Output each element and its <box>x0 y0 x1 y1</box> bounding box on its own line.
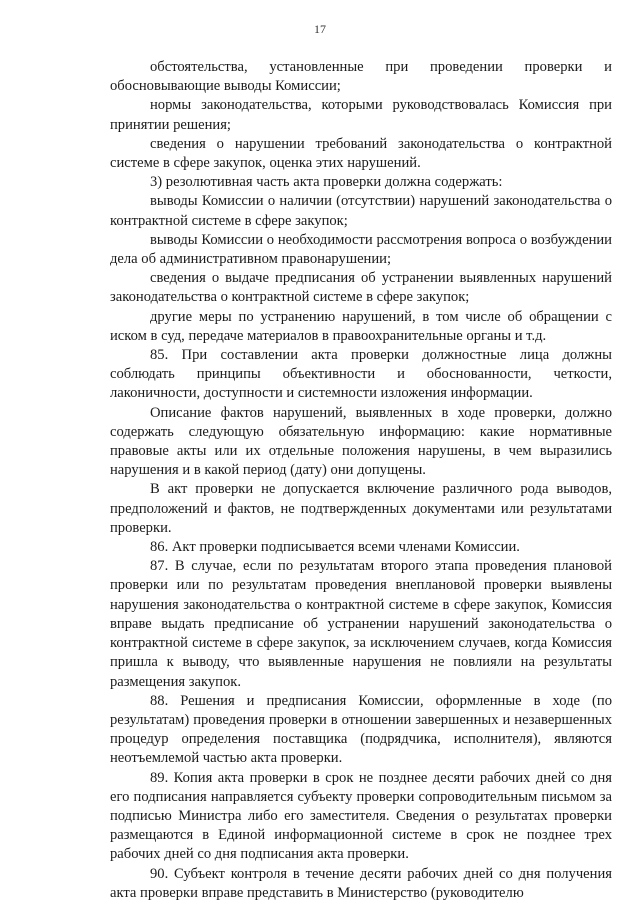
paragraph: 86. Акт проверки подписывается всеми членами Комиссии. <box>150 539 520 556</box>
paragraph: сведения о выдаче предписания об устранении выявленных нарушений законодательства о контрактной системе в сфере закупок; <box>110 270 612 306</box>
page-number: 17 <box>314 22 326 36</box>
paragraph: 87. В случае, если по результатам второго этапа проведения плановой проверки или по результатам проведения внеплановой проверки выявлены нарушения законодательства о контрактной системе в сфере закупок, Комиссия вправе выдать предписание об устранении нарушений законодательства о контрактной системе в сфере закупок, за исключением случаев, когда Комиссия пришла к выводу, что выявленные нарушения не повлияли на результаты размещения закупок. <box>110 558 612 690</box>
paragraph: 88. Решения и предписания Комиссии, оформленные в ходе (по результатам) проведения проверки в отношении завершенных и незавершенных процедур определения поставщика (подрядчика, исполнителя), являются неотъемлемой частью акта проверки. <box>110 692 612 767</box>
paragraph: Описание фактов нарушений, выявленных в ходе проверки, должно содержать следующую обязательную информацию: какие нормативные правовые акты или их отдельные положения нарушены, в чем выразились нарушения и в какой период (дату) они допущены. <box>110 404 612 479</box>
paragraph: обстоятельства, установленные при проведении проверки и обосновывающие выводы Комиссии; <box>110 59 612 95</box>
paragraph: выводы Комиссии о необходимости рассмотрения вопроса о возбуждении дела об административном правонарушении; <box>110 231 612 268</box>
paragraph: нормы законодательства, которыми руководствовалась Комиссия при принятии решения; <box>110 97 612 133</box>
paragraph: 85. При составлении акта проверки должностные лица должны соблюдать принципы объективности и обоснованности, четкости, лаконичности, доступности и системности изложения информации. <box>110 347 612 402</box>
paragraph: сведения о нарушении требований законодательства о контрактной системе в сфере закупок, оценка этих нарушений. <box>110 135 612 172</box>
paragraph: 89. Копия акта проверки в срок не позднее десяти рабочих дней со дня его подписания направляется субъекту проверки сопроводительным письмом за подписью Министра либо его заместителя. Сведения о результатах проверки размещаются в Единой информационной системе в срок не позднее трех рабочих дней со дня подписания акта проверки. <box>110 769 612 863</box>
paragraph: В акт проверки не допускается включение различного рода выводов, предположений и фактов, не подтвержденных документами или результатами проверки. <box>110 481 612 536</box>
document-body <box>110 58 612 903</box>
paragraph: 3) резолютивная часть акта проверки должна содержать: <box>150 174 503 191</box>
paragraph: 90. Субъект контроля в течение десяти рабочих дней со дня получения акта проверки вправе представить в Министерство (руководителю <box>110 865 612 901</box>
paragraph: другие меры по устранению нарушений, в том числе об обращении с иском в суд, передаче материалов в правоохранительные органы и т.д. <box>110 308 612 344</box>
paragraph: выводы Комиссии о наличии (отсутствии) нарушений законодательства о контрактной системе в сфере закупок; <box>110 193 612 229</box>
